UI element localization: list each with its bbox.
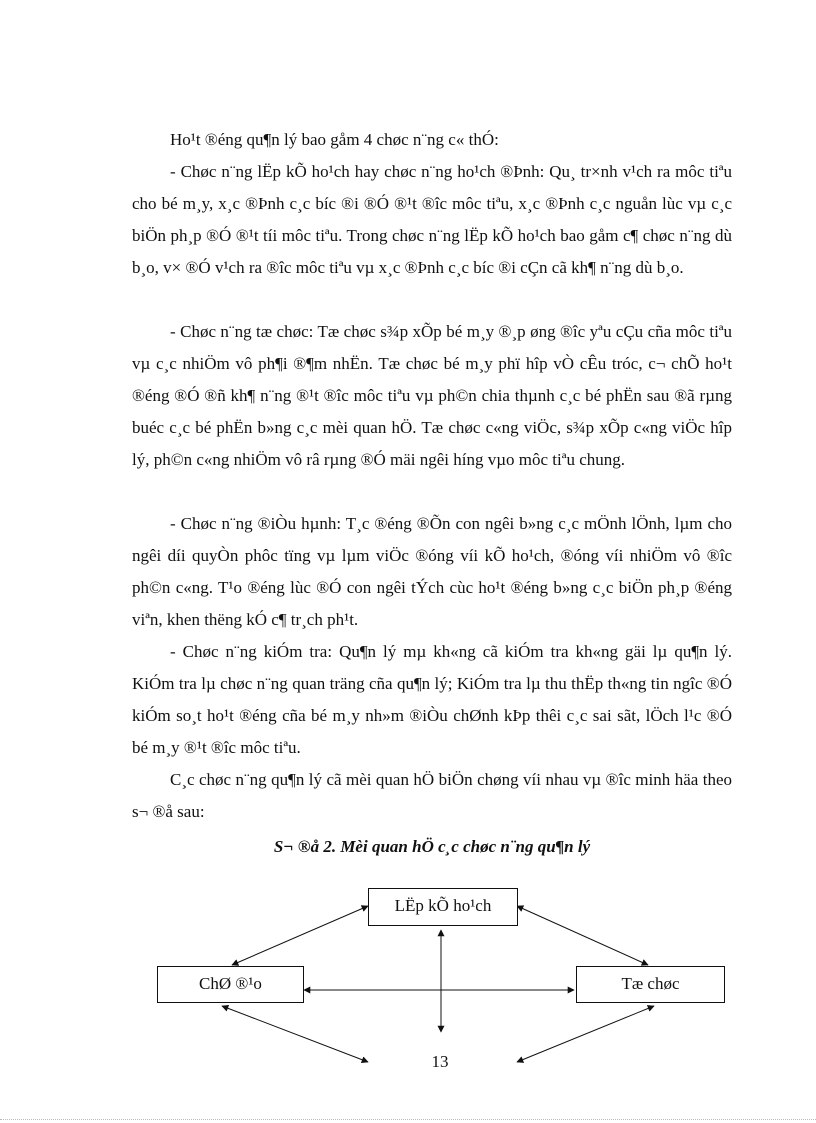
paragraph-diagram-intro: C¸c chøc n¨ng qu¶n lý cã mèi quan hÖ biÖn chøng víi nhau vµ ®îc minh häa theo s¬ ®å sau:: [132, 770, 732, 821]
arrow-plan-right: [517, 906, 648, 965]
node-directing: ChØ ®¹o: [157, 966, 304, 1003]
paragraph-planning: - Chøc n¨ng lËp kÕ ho¹ch hay chøc n¨ng ho¹ch ®Þnh: Qu¸ tr×nh v¹ch ra môc tiªu cho bé m¸y, x¸c ®Þnh c¸c bíc ®i ®Ó ®¹t ®îc môc tiªu, x¸c ®Þnh c¸c nguån lùc vµ c¸c biÖn ph¸p ®Ó ®¹t tíi môc tiªu. Trong chøc n¨ng lËp kÕ ho¹ch bao gåm c¶ chøc n¨ng dù b¸o, v× ®Ó v¹ch ra ®îc môc tiªu vµ x¸c ®Þnh c¸c bíc ®i cÇn cã kh¶ n¨ng dù b¸o.: [132, 162, 732, 277]
page-number: 13: [431, 1052, 449, 1071]
paragraph-controlling: - Chøc n¨ng kiÓm tra: Qu¶n lý mµ kh«ng cã kiÓm tra kh«ng gäi lµ qu¶n lý. KiÓm tra lµ chøc n¨ng quan träng cña qu¶n lý; KiÓm tra lµ thu thËp th«ng tin ngîc ®Ó kiÓm so¸t ho¹t ®éng cña bé m¸y nh»m ®iÒu chØnh kÞp thêi c¸c sai sãt, lÖch l¹c ®Ó bé m¸y ®¹t ®îc môc tiªu.: [132, 642, 732, 757]
node-organizing: Tæ chøc: [576, 966, 725, 1003]
diagram-caption: S¬ ®å 2. Mèi quan hÖ c¸c chøc n¨ng qu¶n lý: [273, 837, 591, 856]
arrow-left-bottom: [222, 1006, 368, 1062]
paragraph-organizing: - Chøc n¨ng tæ chøc: Tæ chøc s¾p xÕp bé m¸y ®¸p øng ®îc yªu cÇu cña môc tiªu vµ c¸c nhiÖm vô ph¶i ®¶m nhËn. Tæ chøc bé m¸y phï hîp vÒ cÊu tróc, c¬ chÕ ho¹t ®éng ®Ó ®ñ kh¶ n¨ng ®¹t ®îc môc tiªu vµ ph©n chia thµnh c¸c bé phËn sau ®ã rµng buéc c¸c bé phËn b»ng c¸c mèi quan hÖ. Tæ chøc c«ng viÖc, s¾p xÕp c«ng viÖc hîp lý, ph©n c«ng nhiÖm vô râ rµng ®Ó mäi ngêi híng vµo môc tiªu chung.: [132, 322, 732, 469]
footer-divider: [0, 1119, 816, 1120]
paragraph-intro: Ho¹t ®éng qu¶n lý bao gåm 4 chøc n¨ng c« thÓ:: [170, 130, 499, 149]
paragraph-directing: - Chøc n¨ng ®iÒu hµnh: T¸c ®éng ®Õn con ngêi b»ng c¸c mÖnh lÖnh, lµm cho ngêi díi quyÒn phôc tïng vµ lµm viÖc ®óng víi kÕ ho¹ch, ®óng víi nhiÖm vô ®îc ph©n c«ng. T¹o ®éng lùc ®Ó con ngêi tÝch cùc ho¹t ®éng b»ng c¸c biÖn ph¸p ®éng viªn, khen thëng kÓ c¶ tr¸ch ph¹t.: [132, 514, 732, 629]
arrow-plan-left: [232, 906, 368, 965]
node-planning: LËp kÕ ho¹ch: [368, 888, 518, 926]
arrow-right-bottom: [517, 1006, 654, 1062]
